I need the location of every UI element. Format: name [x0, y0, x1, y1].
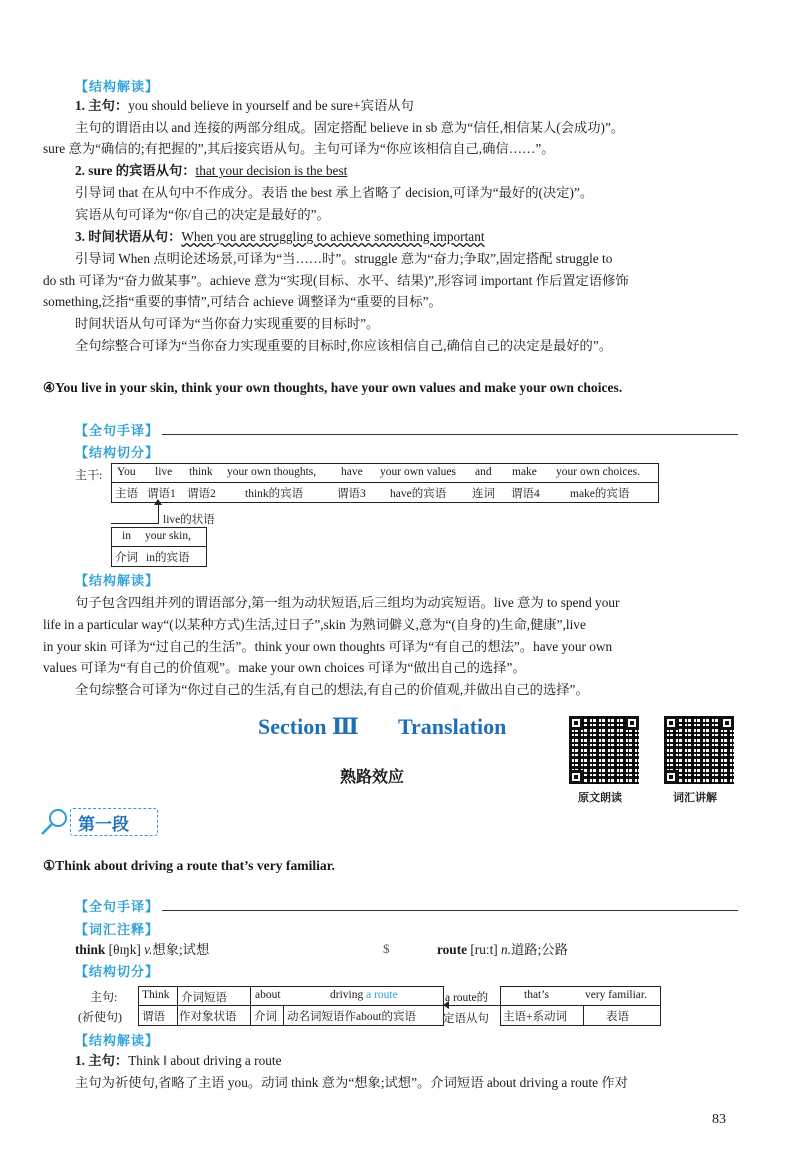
- answer-line-4[interactable]: [162, 434, 738, 435]
- d1-sep: [583, 1005, 584, 1025]
- item2-line: [75, 160, 738, 181]
- item1-text: you should believe in yourself and be sure+宾语从句: [128, 98, 414, 113]
- d1-gerund: 动名词短语作about的宾语: [287, 1011, 417, 1023]
- d4-b1: 谓语1: [147, 488, 176, 500]
- para4-line3: in your skin 可译为“过自己的生活”。think your own thoughts 可译为“有自己的想法”。have your own: [43, 639, 613, 654]
- d1-prep: 介词: [254, 1011, 277, 1023]
- d1-about: about: [255, 989, 281, 1001]
- full-translate-heading-2: 【全句手译】: [75, 900, 160, 915]
- qr-finder: [664, 770, 678, 784]
- d1-driving: [330, 989, 398, 1001]
- para4-line1: 句子包含四组并列的谓语部分,第一组为动状短语,后三组均为动宾短语。live 意为 to spend your: [75, 595, 620, 610]
- d1-predicative: 表语: [606, 1011, 629, 1023]
- item1b-text: Think ‖ about driving a route: [128, 1053, 282, 1068]
- qr-finder: [569, 716, 583, 730]
- item1-desc1: 主句的谓语由以 and 连接的两部分组成。固定搭配 believe in sb 意为“信任,相信某人(会成功)”。: [75, 120, 625, 135]
- sentence-4: ④You live in your skin, think your own thoughts, have your own values and make your own choices.: [43, 380, 623, 395]
- d1-a-route: a route: [366, 989, 398, 1001]
- vocab-def: 道路;公路: [511, 942, 568, 957]
- d4-sub-b1: in的宾语: [146, 552, 190, 564]
- d4-t6: and: [475, 466, 492, 478]
- vocab-phon: [θɪŋk]: [108, 942, 141, 957]
- d1-very-familiar: very familiar.: [585, 989, 647, 1001]
- d1-divider: [138, 1005, 443, 1006]
- d1-thats: that’s: [524, 989, 549, 1001]
- para4-line4: values 可译为“有自己的价值观”。make your own choices 可译为“做出自己的选择”。: [43, 660, 526, 675]
- item1b-desc1: 主句为祈使句,省略了主语 you。动词 think 意为“想象;试想”。介词短语 about driving a route 作对: [75, 1075, 628, 1090]
- d4-t3: your own thoughts,: [227, 466, 317, 478]
- vocab-item-route: [437, 939, 568, 960]
- d4-b3: think的宾语: [245, 488, 304, 500]
- item3-desc1: 引导词 When 点明论述场景,可译为“当……时”。struggle 意为“奋力;争取”,固定搭配 struggle to: [75, 251, 613, 266]
- d1-prep-phrase: 介词短语: [181, 992, 227, 1004]
- vocab-item-think: [75, 939, 738, 960]
- vocab-pos: v.: [144, 942, 153, 957]
- d4-t8: your own choices.: [556, 466, 640, 478]
- page-number: 83: [712, 1112, 726, 1127]
- item3-num: 3. 时间状语从句：: [75, 229, 182, 244]
- struct-reading-heading-3: 【结构解读】: [75, 1034, 160, 1049]
- diagram4-divider: [111, 482, 658, 483]
- d4-sub-t0: in: [122, 530, 131, 542]
- qr-code-reading[interactable]: [569, 716, 639, 784]
- vocab-heading: 【词汇注释】: [75, 923, 160, 938]
- item2-desc1: 引导词 that 在从句中不作成分。表语 the best 承上省略了 decision,可译为“最好的(决定)”。: [75, 185, 594, 200]
- struct-split-heading-2: 【结构切分】: [75, 965, 160, 980]
- qr-code-vocab[interactable]: [664, 716, 734, 784]
- item3-desc4: 时间状语从句可译为“当你奋力实现重要的目标时”。: [75, 316, 380, 331]
- d1-label1: 主句:: [90, 990, 118, 1004]
- d1-arrow-b: 定语从句: [443, 1013, 489, 1025]
- d1-predicate: 谓语: [142, 1011, 165, 1023]
- d4-sub-divider: [111, 546, 206, 547]
- qr2-label: 词汇讲解: [673, 791, 717, 804]
- item3-desc3: something,泛指“重要的事情”,可结合 achieve 调整译为“重要的目标”。: [43, 294, 442, 309]
- struct-reading-heading-2: 【结构解读】: [75, 574, 160, 589]
- item3-desc2: do sth 可译为“奋力做某事”。achieve 意为“实现(目标、水平、结果)”,形容词 important 作后置定语修饰: [43, 273, 629, 288]
- item3-line: [75, 226, 738, 247]
- item2-num: 2. sure 的宾语从句：: [75, 163, 196, 178]
- item1b-line: [75, 1050, 738, 1071]
- sentence-1: ①Think about driving a route that’s very familiar.: [43, 858, 335, 873]
- d4-t7: make: [512, 466, 537, 478]
- d1-driving-word: driving: [330, 989, 364, 1001]
- d1-arrow-line: [444, 1005, 500, 1006]
- d1-label2: (祈使句): [78, 1010, 122, 1024]
- qr-finder: [664, 716, 678, 730]
- item3-text: When you are struggling to achieve something important: [181, 229, 485, 244]
- d4-t0: You: [117, 466, 136, 478]
- d4-t5: your own values: [380, 466, 457, 478]
- d1-sep: [250, 986, 251, 1025]
- struct-split-heading: 【结构切分】: [75, 446, 160, 461]
- d4-b8: make的宾语: [570, 488, 630, 500]
- section-subtitle: 熟路效应: [340, 767, 405, 786]
- qr-finder: [569, 770, 583, 784]
- vocab-phon: [ruːt]: [470, 942, 498, 957]
- d4-b2: 谓语2: [187, 488, 216, 500]
- item1b-num: 1. 主句：: [75, 1053, 129, 1068]
- d1-sep: [283, 1005, 284, 1025]
- paragraph-tag: 第一段: [78, 815, 129, 835]
- item3-desc5: 全句综整合可译为“当你奋力实现重要的目标时,你应该相信自己,确信自己的决定是最好的”。: [75, 338, 613, 353]
- diagram4-label: 主干:: [75, 468, 103, 482]
- d4-b7: 谓语4: [511, 488, 540, 500]
- d4-t4: have: [341, 466, 363, 478]
- vocab-word: route: [437, 942, 468, 957]
- answer-line-1[interactable]: [162, 910, 738, 911]
- qr1-label: 原文朗读: [578, 791, 622, 804]
- para4-line5: 全句综整合可译为“你过自己的生活,有自己的想法,有自己的价值观,并做出自己的选择”。: [75, 682, 589, 697]
- struct-reading-heading: 【结构解读】: [75, 80, 160, 95]
- item1-num: 1. 主句：: [75, 98, 129, 113]
- d1-arrowhead: [443, 1001, 449, 1009]
- vocab-def: 想象;试想: [152, 942, 210, 957]
- d4-sub-b0: 介词: [115, 552, 138, 564]
- d1-subj-verb: 主语+系动词: [503, 1011, 567, 1023]
- item1-line: [75, 95, 738, 116]
- item1-desc2: sure 意为“确信的;有把握的”,其后接宾语从句。主句可译为“你应该相信自己,确信……”。: [43, 141, 555, 156]
- d4-arrowhead: [154, 499, 162, 505]
- d1-clause-divider: [500, 1005, 660, 1006]
- section-title: Translation: [398, 714, 507, 739]
- d4-b0: 主语: [115, 488, 138, 500]
- d4-b4: 谓语3: [337, 488, 366, 500]
- full-translate-heading: 【全句手译】: [75, 424, 160, 439]
- item2-text: that your decision is the best: [195, 163, 348, 178]
- vocab-separator: $: [383, 941, 390, 956]
- section-number: Section Ⅲ: [258, 714, 359, 739]
- item2-desc2: 宾语从句可译为“你/自己的决定是最好的”。: [75, 207, 330, 222]
- d1-arrow-a: a route的: [445, 992, 489, 1004]
- d4-arrow-label: live的状语: [163, 514, 215, 526]
- d1-sep: [177, 986, 178, 1025]
- d4-t1: live: [155, 466, 173, 478]
- d4-connector: [111, 523, 159, 524]
- vocab-word: think: [75, 942, 106, 957]
- d4-t2: think: [189, 466, 213, 478]
- d4-sub-t1: your skin,: [145, 530, 191, 542]
- qr-finder: [720, 716, 734, 730]
- d1-prep-role: 作对象状语: [179, 1011, 237, 1023]
- para4-line2: life in a particular way“(以某种方式)生活,过日子”,skin 为熟词僻义,意为“(自身的)生命,健康”,live: [43, 617, 586, 632]
- d1-think: Think: [142, 989, 170, 1001]
- vocab-pos: n.: [501, 942, 512, 957]
- d4-b6: 连词: [472, 488, 495, 500]
- d4-b5: have的宾语: [390, 488, 447, 500]
- qr-finder: [625, 716, 639, 730]
